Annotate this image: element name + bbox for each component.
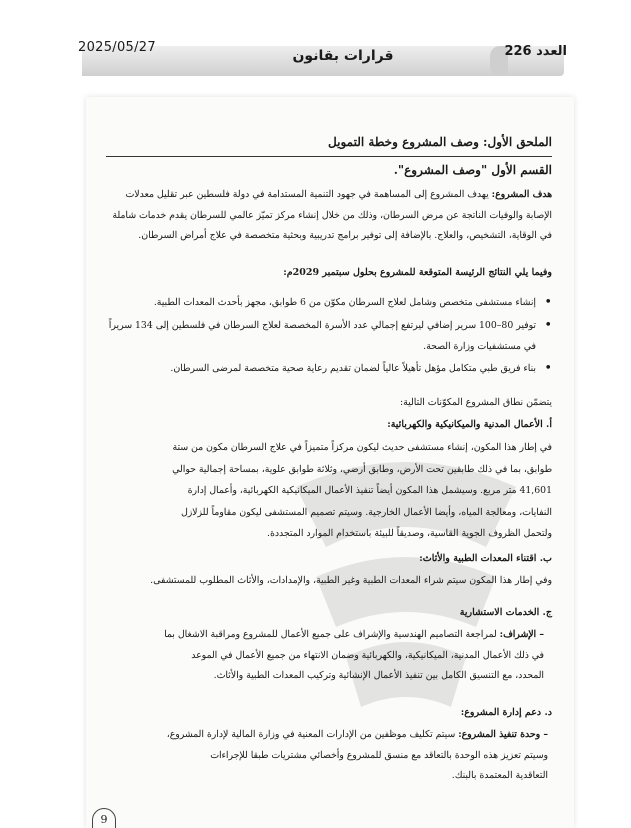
comp-c-line-3: المحدد، مع التنسيق الكامل بين تنفيذ الأعمال الإنشائية وتركيب المعدات الطبية والأثاث.: [213, 670, 544, 681]
comp-a-line-1: في إطار هذا المكون، إنشاء مستشفى حديث ليكون مركزاً متميزاً في علاج السرطان مكون من ستة: [172, 442, 552, 453]
result-item: • بناء فريق طبي متكامل مؤهل تأهيلاً عالياً لضمان تقديم رعاية صحية متخصصة لمرضى السرطان.: [106, 359, 552, 379]
comp-a-line-2: طوابق، بما في ذلك طابقين تحت الأرض، وطابق أرضي، وثلاثة طوابق علوية، بمساحة إجمالية حوالي: [172, 463, 552, 475]
component-a-body: [106, 437, 552, 545]
page-number: 9: [92, 808, 116, 828]
comp-d-line-1: سيتم تكليف موظفين من الإدارات المعنية في وزارة المالية لإدارة المشروع،: [166, 729, 456, 740]
comp-a-line-3: 41,601 متر مربع. وسيشمل هذا المكون أيضاً تنفيذ الأعمال الميكانيكية الكهربائية، وأعمال إدارة: [187, 485, 552, 496]
goal-line-3: في الوقاية، التشخيص، والعلاج. بالإضافة إلى توفير برامج تدريبية وبحثية متخصصة في علاج أمراض السرطان.: [138, 230, 552, 241]
scanned-page: [86, 97, 574, 828]
components-intro: يتضمّن نطاق المشروع المكوّنات التالية:: [400, 397, 552, 408]
goal-line-2: الإصابة والوفيات الناتجة عن مرض السرطان، وذلك من خلال إنشاء مركز تميّز عالمي للسرطان يقدم خدمات شاملة: [112, 209, 552, 221]
comp-d-label: – وحدة تنفيذ المشروع:: [458, 729, 548, 740]
component-c-body: [106, 625, 552, 687]
section-title: القسم الأول "وصف المشروع".: [393, 163, 552, 177]
issue-number: 226: [504, 44, 532, 59]
header-issue: [500, 44, 567, 59]
issue-label: العدد: [536, 44, 567, 59]
heading-rule: [106, 156, 552, 157]
results-intro: وفيما يلي النتائج الرئيسة المتوقعة للمشروع بحلول سبتمبر 2029م:: [283, 267, 552, 278]
header-date: 2025/05/27: [78, 40, 156, 55]
component-b-body: وفي إطار هذا المكون سيتم شراء المعدات الطبية وغير الطبية، والإمدادات، والأثاث المطلوب للمستشفى.: [150, 575, 552, 586]
annex-heading: الملحق الأول: وصف المشروع وخطة التمويل: [328, 135, 552, 149]
comp-c-line-2: في ذلك الأعمال المدنية، الميكانيكية، والكهربائية وضمان الانتهاء من جميع الأعمال في الموعد: [191, 649, 544, 661]
goal-paragraph: [106, 185, 552, 247]
document-body: [106, 97, 552, 828]
comp-c-label: – الإشراف:: [499, 629, 544, 640]
result-item: • إنشاء مستشفى متخصص وشامل لعلاج السرطان مكوّن من 6 طوابق، مجهز بأحدث المعدات الطبية.: [106, 293, 552, 313]
header-title: قرارات بقانون: [292, 48, 394, 64]
comp-c-line-1: لمراجعة التصاميم الهندسية والإشراف على جميع الأعمال للمشروع ومراقبة الاشغال بما: [164, 629, 497, 640]
comp-d-line-2: وسيتم تعزيز هذه الوحدة بالتعاقد مع منسق للمشروع وأخصائي مشتريات طبقا للإجراءات: [210, 749, 548, 761]
component-d-body: [106, 725, 552, 787]
result-item: • توفير 80–100 سرير إضافي ليرتفع إجمالي عدد الأسرة المخصصة لعلاج السرطان في فلسطين إلى 134 سريراً في مستشفيات وزارة الصحة.: [106, 315, 552, 357]
component-a-title: أ. الأعمال المدنية والميكانيكية والكهربائية:: [387, 419, 552, 430]
comp-a-line-5: ولتحمل الظروف الجوية القاسية، وصديقاً للبيئة باستخدام الموارد المتجددة.: [267, 528, 552, 539]
component-b-title: ب. اقتناء المعدات الطبية والأثاث:: [419, 553, 552, 564]
goal-label: هدف المشروع:: [491, 189, 552, 200]
comp-a-line-4: النفايات، ومعالجة المياه، وأيضا الأعمال الخارجية. وسيتم تصميم المستشفى ليكون مقاوماً للزلازل: [180, 506, 552, 518]
goal-line-1: يهدف المشروع إلى المساهمة في جهود التنمية المستدامة في دولة فلسطين عبر تقليل معدلات: [125, 189, 489, 200]
comp-d-line-3: التعاقدية المعتمدة بالبنك.: [451, 770, 548, 781]
component-c-title: ج. الخدمات الاستشارية: [459, 607, 552, 618]
component-d-title: د. دعم إدارة المشروع:: [460, 707, 552, 718]
